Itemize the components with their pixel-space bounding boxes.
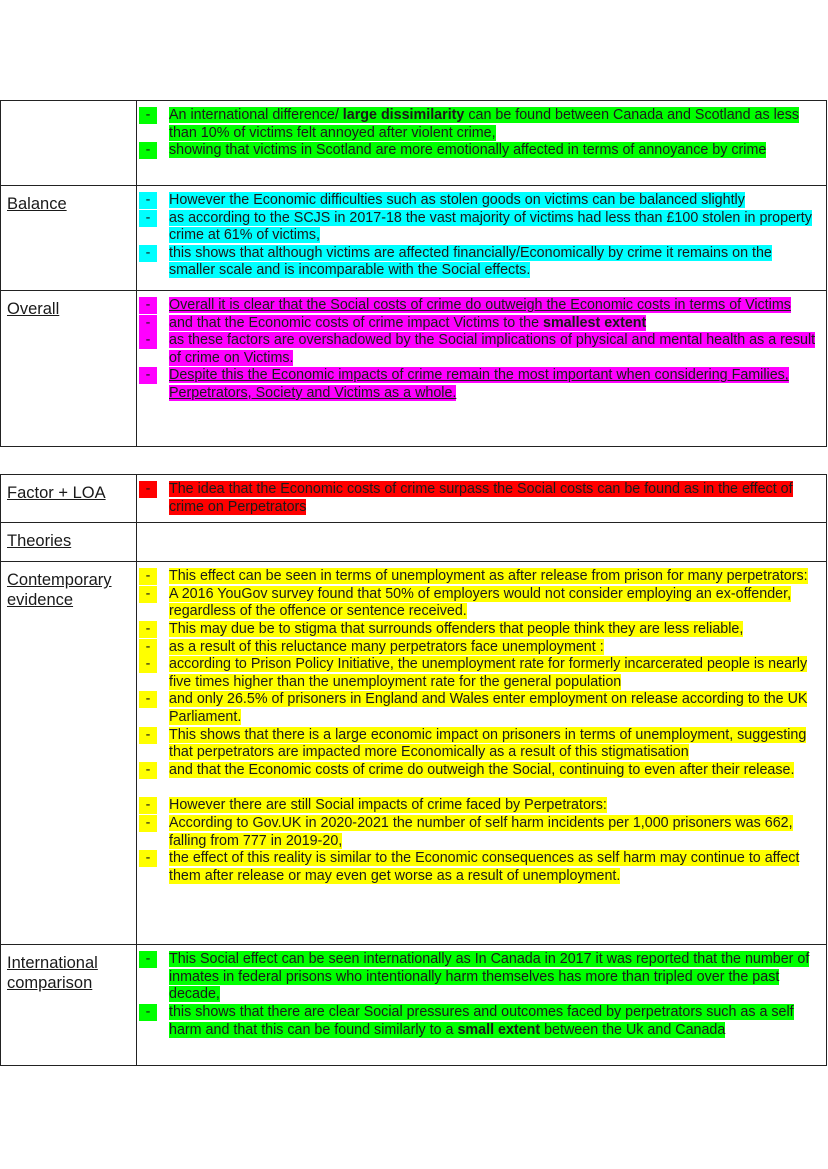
row-label-empty (1, 101, 137, 186)
evaluation-table-victims (0, 100, 827, 447)
bullet-dash: - (137, 367, 169, 402)
item-text: this shows that there are clear Social pressures and outcomes faced by perpetrators such as a self harm and that this can be found similarly to a small extent between the Uk and Canada (169, 1003, 794, 1038)
table-row (1, 523, 827, 562)
table-row (1, 101, 827, 186)
list-item (137, 481, 818, 516)
bullet-dash: - (137, 481, 169, 516)
list-item (137, 107, 818, 142)
row-label-contemporary-evidence: Contemporary evidence (1, 562, 137, 945)
bullet-dash: - (137, 107, 169, 142)
list-item (137, 797, 818, 815)
list-item (137, 762, 818, 780)
item-text: this shows that although victims are affected financially/Economically by crime it remains on the smaller scale and is incomparable with the Social effects. (169, 244, 772, 279)
item-text: showing that victims in Scotland are more emotionally affected in terms of annoyance by crime (169, 142, 767, 159)
list-item (137, 332, 818, 367)
row-label-theories: Theories (1, 523, 137, 562)
list-item (137, 850, 818, 885)
bullet-dash: - (137, 142, 169, 160)
item-text: the effect of this reality is similar to the Economic consequences as self harm may continue to affect them after release or may even get worse as a result of unemployment. (169, 850, 800, 884)
table-row (1, 562, 827, 945)
list-item (137, 367, 818, 402)
list-item (137, 639, 818, 657)
bullet-dash: - (137, 850, 169, 885)
item-text: and that the Economic costs of crime do outweigh the Social, continuing to even after their release. (169, 761, 795, 778)
list-item (137, 691, 818, 726)
bullet-dash: - (137, 639, 169, 657)
item-text: Despite this the Economic impacts of crime remain the most important when considering Families, Perpetrators, Society and Victims as a whole. (169, 367, 789, 401)
bullet-dash: - (137, 586, 169, 621)
bullet-dash: - (137, 797, 169, 815)
list-item (137, 727, 818, 762)
item-text: This Social effect can be seen internationally as In Canada in 2017 it was reported that the number of inmates in federal prisons who intentionally harm themselves has more than tripled over the past decade, (169, 951, 810, 1003)
list-item (137, 210, 818, 245)
list-item (137, 815, 818, 850)
list-item (137, 315, 818, 333)
item-text: This shows that there is a large economic impact on prisoners in terms of unemployment, suggesting that perpetrators are impacted more Economically as a result of this stigmatisation (169, 726, 807, 761)
item-text: as these factors are overshadowed by the Social implications of physical and mental health as a result of crime on Victims. (169, 332, 816, 366)
bullet-dash: - (137, 691, 169, 726)
bullet-list (137, 568, 818, 779)
bullet-list (137, 107, 818, 160)
row-content (137, 562, 827, 945)
row-content-theories (137, 523, 827, 562)
item-text: as according to the SCJS in 2017-18 the vast majority of victims had less than £100 stolen in property crime at 61% of victims, (169, 209, 812, 244)
list-item (137, 951, 818, 1004)
bullet-dash: - (137, 332, 169, 367)
item-text: According to Gov.UK in 2020-2021 the number of self harm incidents per 1,000 prisoners was 662, falling from 777 in 2019-20, (169, 814, 793, 849)
row-content (137, 945, 827, 1066)
list-item (137, 656, 818, 691)
bullet-list (137, 481, 818, 516)
item-text: Overall it is clear that the Social costs of crime do outweigh the Economic costs in terms of Victims (169, 297, 791, 313)
row-label-international-comparison: International comparison (1, 945, 137, 1066)
list-item (137, 586, 818, 621)
bullet-dash: - (137, 951, 169, 1004)
row-label-balance: Balance (1, 186, 137, 291)
row-content (137, 291, 827, 447)
bullet-list (137, 192, 818, 280)
bullet-dash: - (137, 245, 169, 280)
bullet-list (137, 951, 818, 1039)
table-row (1, 945, 827, 1066)
list-item (137, 621, 818, 639)
row-label-overall: Overall (1, 291, 137, 447)
evaluation-table-perpetrators (0, 474, 827, 1066)
bullet-dash: - (137, 727, 169, 762)
item-text: However the Economic difficulties such as stolen goods on victims can be balanced slightly (169, 192, 745, 208)
item-text: and that the Economic costs of crime impact Victims to the smallest extent (169, 314, 647, 331)
list-item (137, 245, 818, 280)
list-item (137, 1004, 818, 1039)
table-row (1, 186, 827, 291)
item-text: according to Prison Policy Initiative, the unemployment rate for formerly incarcerated people is nearly five times higher than the unemployment rate for the general population (169, 656, 808, 690)
bullet-dash: - (137, 815, 169, 850)
row-label-factor-loa: Factor + LOA (1, 475, 137, 523)
bullet-dash: - (137, 315, 169, 333)
item-text: An international difference/ large dissimilarity can be found between Canada and Scotland as less than 10% of victims felt annoyed after violent crime, (169, 107, 800, 141)
row-content (137, 186, 827, 291)
item-text: However there are still Social impacts of crime faced by Perpetrators: (169, 797, 607, 814)
item-text: and only 26.5% of prisoners in England and Wales enter employment on release according to the UK Parliament. (169, 691, 808, 725)
bullet-dash: - (137, 621, 169, 639)
bullet-dash: - (137, 762, 169, 780)
list-item (137, 192, 818, 210)
bullet-dash: - (137, 1004, 169, 1039)
item-text: as a result of this reluctance many perpetrators face unemployment : (169, 638, 604, 655)
bullet-dash: - (137, 210, 169, 245)
bullet-dash: - (137, 297, 169, 315)
bullet-list (137, 797, 818, 885)
item-text: This may due be to stigma that surrounds offenders that people think they are less reliable, (169, 620, 744, 637)
table-row (1, 291, 827, 447)
item-text: This effect can be seen in terms of unemployment as after release from prison for many perpetrators: (169, 568, 808, 585)
table-row (1, 475, 827, 523)
factor-text: The idea that the Economic costs of crime surpass the Social costs can be found as in the effect of crime on Perpetrators (169, 481, 793, 515)
item-text: A 2016 YouGov survey found that 50% of employers would not consider employing an ex-offender, regardless of the offence or sentence received. (169, 585, 792, 620)
row-content (137, 101, 827, 186)
list-item (137, 297, 818, 315)
bullet-dash: - (137, 192, 169, 210)
row-content (137, 475, 827, 523)
bullet-dash: - (137, 568, 169, 586)
bullet-list (137, 297, 818, 403)
list-item (137, 142, 818, 160)
bullet-dash: - (137, 656, 169, 691)
list-item (137, 568, 818, 586)
